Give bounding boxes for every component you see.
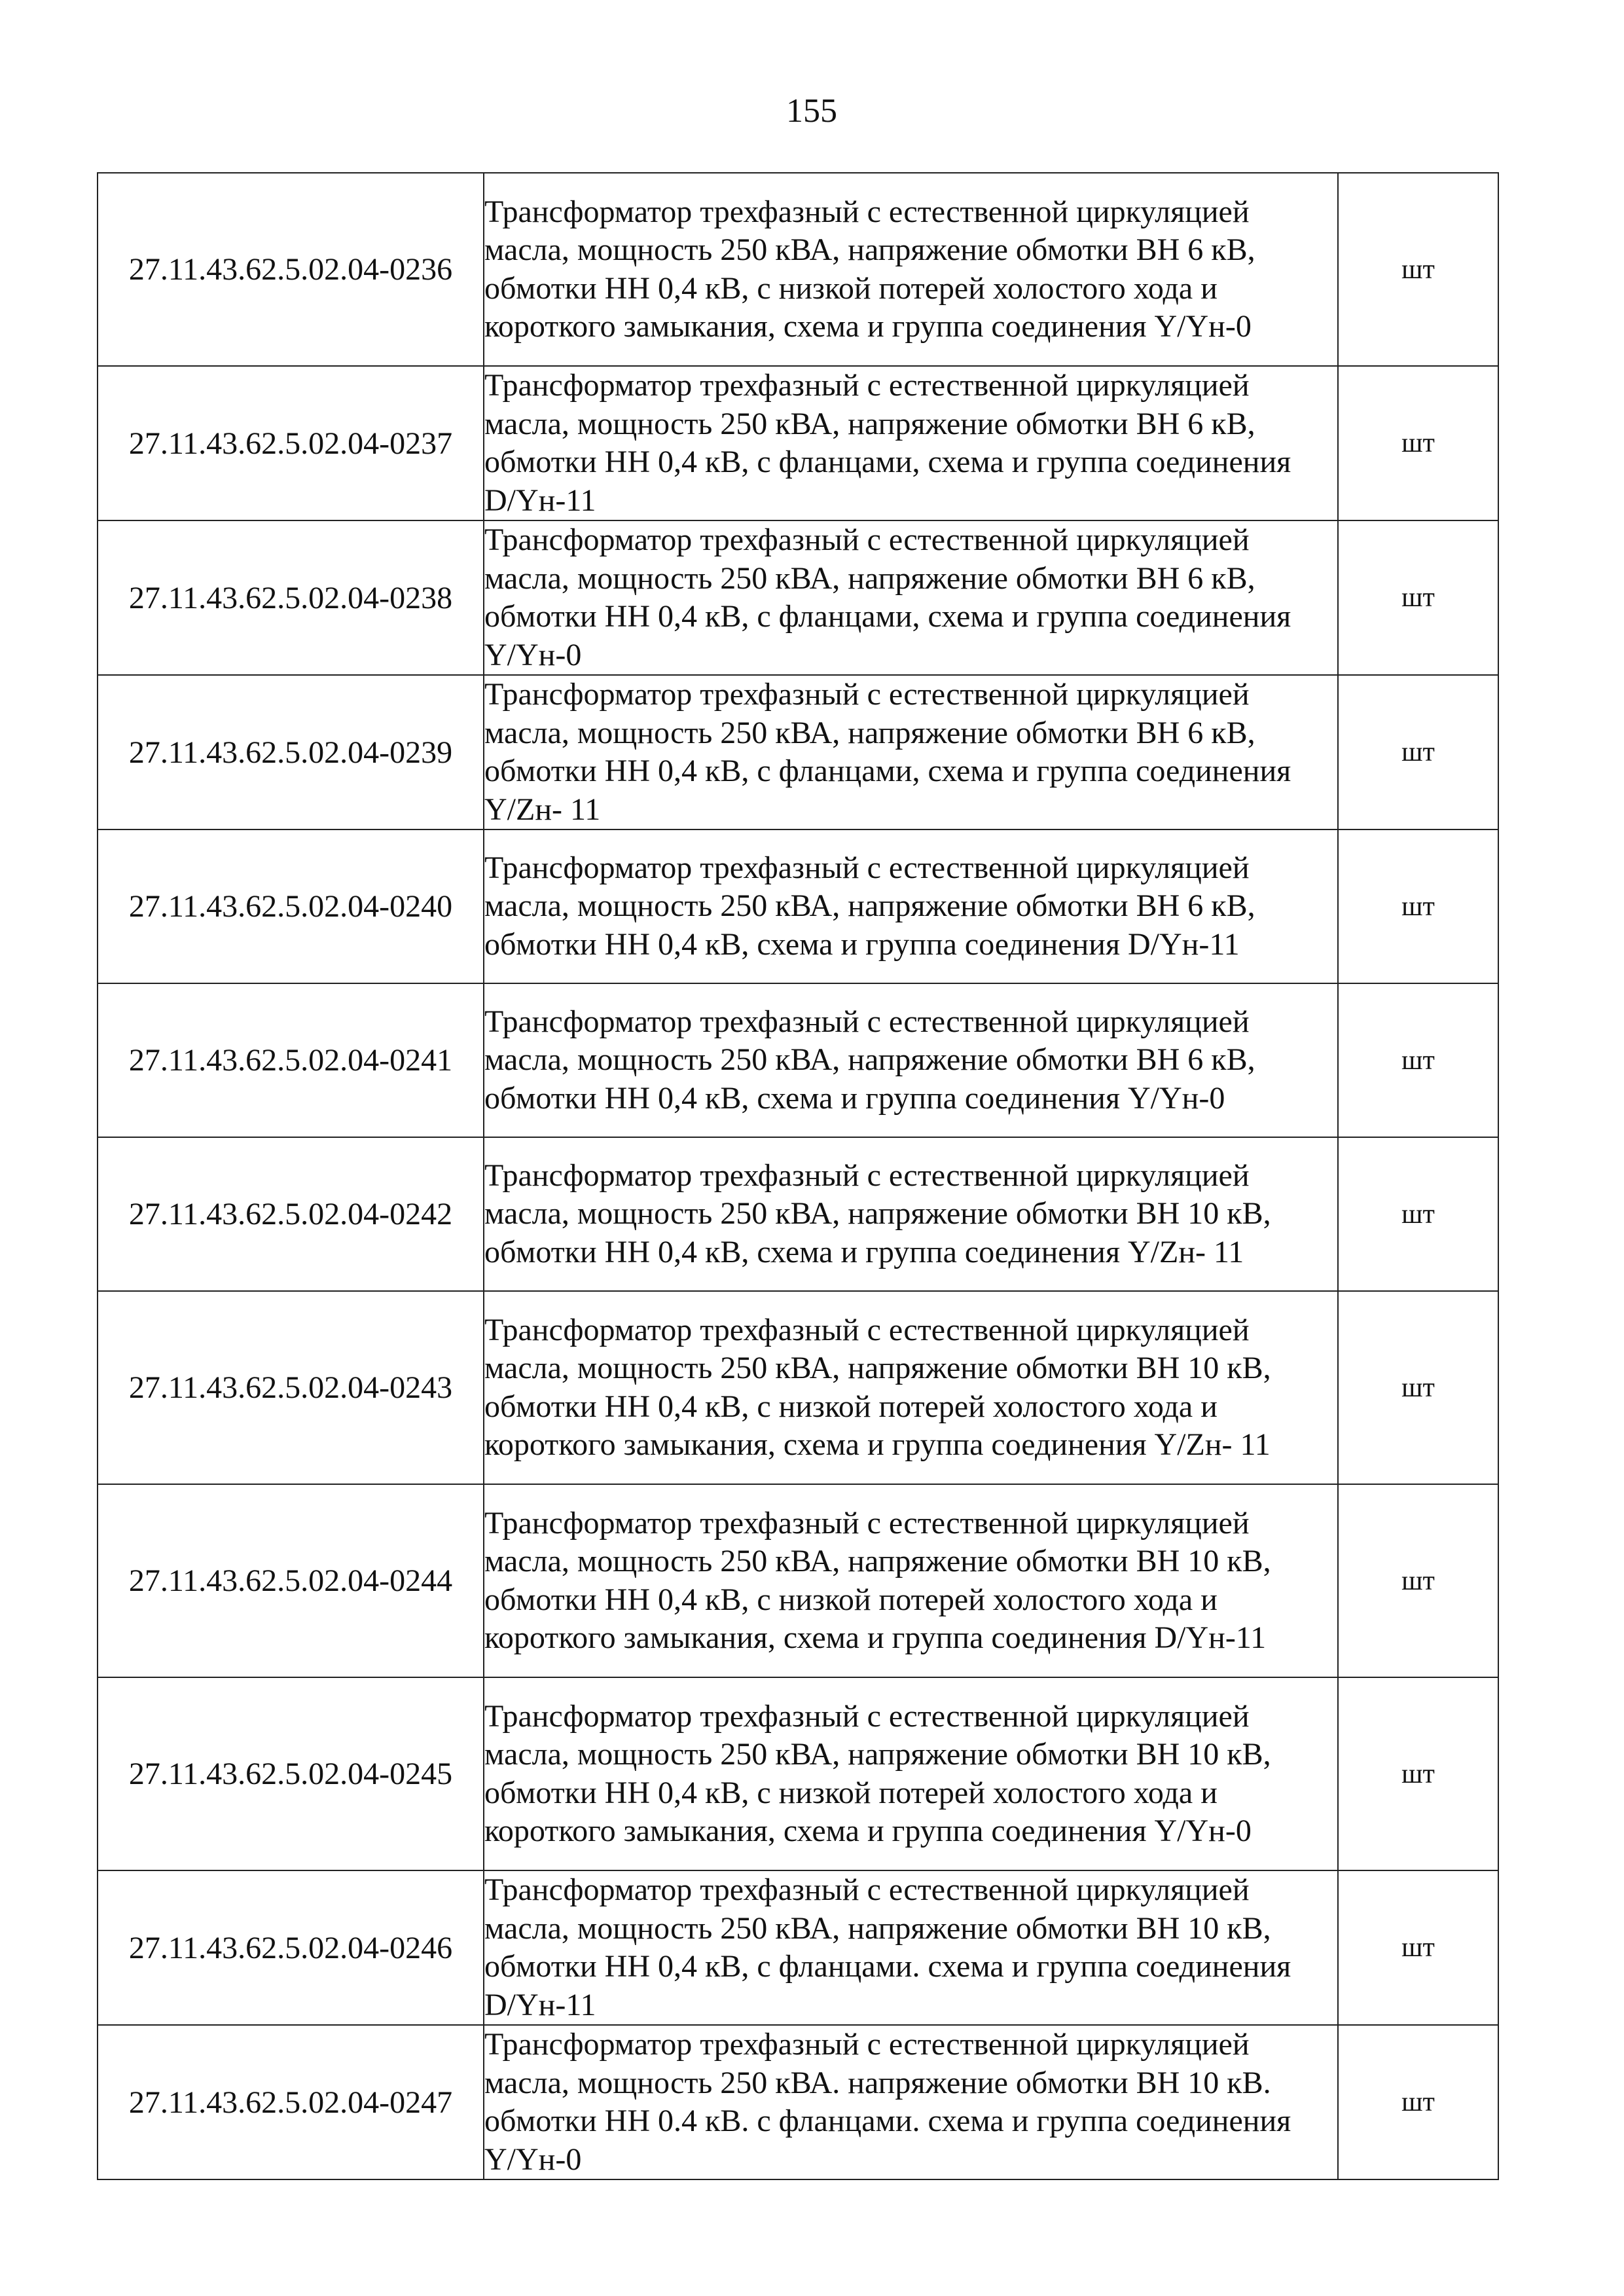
- item-unit: шт: [1338, 173, 1498, 366]
- item-description: Трансформатор трехфазный с естественной циркуляцией масла, мощность 250 кВА, напряжение обмотки ВН 6 кВ, обмотки НН 0,4 кВ, с низкой потерей холостого хода и короткого замыкания, схема и группа соединения Y/Yн-0: [484, 173, 1338, 366]
- item-unit: шт: [1338, 1870, 1498, 2025]
- table-row: [98, 520, 1498, 675]
- table-row: [98, 2025, 1498, 2179]
- item-unit: шт: [1338, 983, 1498, 1137]
- item-code: 27.11.43.62.5.02.04-0245: [98, 1677, 484, 1870]
- item-code: 27.11.43.62.5.02.04-0236: [98, 173, 484, 366]
- item-description: Трансформатор трехфазный с естественной циркуляцией масла, мощность 250 кВА, напряжение обмотки ВН 10 кВ, обмотки НН 0,4 кВ, схема и группа соединения Y/Zн- 11: [484, 1137, 1338, 1291]
- item-unit: шт: [1338, 675, 1498, 829]
- item-code: 27.11.43.62.5.02.04-0246: [98, 1870, 484, 2025]
- item-code: 27.11.43.62.5.02.04-0241: [98, 983, 484, 1137]
- items-table: [97, 172, 1499, 2180]
- table-row: [98, 173, 1498, 366]
- item-description: Трансформатор трехфазный с естественной циркуляцией масла, мощность 250 кВА, напряжение обмотки ВН 6 кВ, обмотки НН 0,4 кВ, с фланцами, схема и группа соединения Y/Yн-0: [484, 520, 1338, 675]
- table-row: [98, 1484, 1498, 1677]
- item-unit: шт: [1338, 1137, 1498, 1291]
- table-row: [98, 1137, 1498, 1291]
- item-unit: шт: [1338, 366, 1498, 520]
- item-code: 27.11.43.62.5.02.04-0239: [98, 675, 484, 829]
- item-description: Трансформатор трехфазный с естественной циркуляцией масла, мощность 250 кВА, напряжение обмотки ВН 10 кВ, обмотки НН 0,4 кВ, с низкой потерей холостого хода и короткого замыкания, схема и группа соединения Y/Yн-0: [484, 1677, 1338, 1870]
- item-description: Трансформатор трехфазный с естественной циркуляцией масла, мощность 250 кВА, напряжение обмотки ВН 10 кВ, обмотки НН 0,4 кВ, с фланцами. схема и группа соединения D/Yн-11: [484, 1870, 1338, 2025]
- item-description: Трансформатор трехфазный с естественной циркуляцией масла, мощность 250 кВА, напряжение обмотки ВН 6 кВ, обмотки НН 0,4 кВ, с фланцами, схема и группа соединения D/Yн-11: [484, 366, 1338, 520]
- item-description: Трансформатор трехфазный с естественной циркуляцией масла, мощность 250 кВА, напряжение обмотки ВН 6 кВ, обмотки НН 0,4 кВ, схема и группа соединения Y/Yн-0: [484, 983, 1338, 1137]
- table-row: [98, 1677, 1498, 1870]
- item-code: 27.11.43.62.5.02.04-0238: [98, 520, 484, 675]
- item-description: Трансформатор трехфазный с естественной циркуляцией масла, мощность 250 кВА, напряжение обмотки ВН 6 кВ, обмотки НН 0,4 кВ, схема и группа соединения D/Yн-11: [484, 829, 1338, 983]
- table-row: [98, 1291, 1498, 1484]
- item-code: 27.11.43.62.5.02.04-0242: [98, 1137, 484, 1291]
- item-description: Трансформатор трехфазный с естественной циркуляцией масла, мощность 250 кВА, напряжение обмотки ВН 10 кВ, обмотки НН 0,4 кВ, с низкой потерей холостого хода и короткого замыкания, схема и группа соединения Y/Zн- 11: [484, 1291, 1338, 1484]
- item-unit: шт: [1338, 1677, 1498, 1870]
- item-description: Трансформатор трехфазный с естественной циркуляцией масла, мощность 250 кВА, напряжение обмотки ВН 6 кВ, обмотки НН 0,4 кВ, с фланцами, схема и группа соединения Y/Zн- 11: [484, 675, 1338, 829]
- table-row: [98, 366, 1498, 520]
- item-description: Трансформатор трехфазный с естественной циркуляцией масла, мощность 250 кВА, напряжение обмотки ВН 10 кВ, обмотки НН 0,4 кВ, с низкой потерей холостого хода и короткого замыкания, схема и группа соединения D/Yн-11: [484, 1484, 1338, 1677]
- item-unit: шт: [1338, 1484, 1498, 1677]
- item-code: 27.11.43.62.5.02.04-0237: [98, 366, 484, 520]
- item-unit: шт: [1338, 2025, 1498, 2179]
- table-row: [98, 675, 1498, 829]
- item-unit: шт: [1338, 829, 1498, 983]
- item-unit: шт: [1338, 1291, 1498, 1484]
- item-code: 27.11.43.62.5.02.04-0247: [98, 2025, 484, 2179]
- item-code: 27.11.43.62.5.02.04-0240: [98, 829, 484, 983]
- item-description: Трансформатор трехфазный с естественной циркуляцией масла, мощность 250 кВА. напряжение обмотки ВН 10 кВ. обмотки НН 0.4 кВ. с фланцами. схема и группа соединения Y/Yн-0: [484, 2025, 1338, 2179]
- table-row: [98, 983, 1498, 1137]
- page-number: 155: [786, 92, 837, 130]
- table-row: [98, 1870, 1498, 2025]
- item-code: 27.11.43.62.5.02.04-0243: [98, 1291, 484, 1484]
- item-unit: шт: [1338, 520, 1498, 675]
- table-row: [98, 829, 1498, 983]
- item-code: 27.11.43.62.5.02.04-0244: [98, 1484, 484, 1677]
